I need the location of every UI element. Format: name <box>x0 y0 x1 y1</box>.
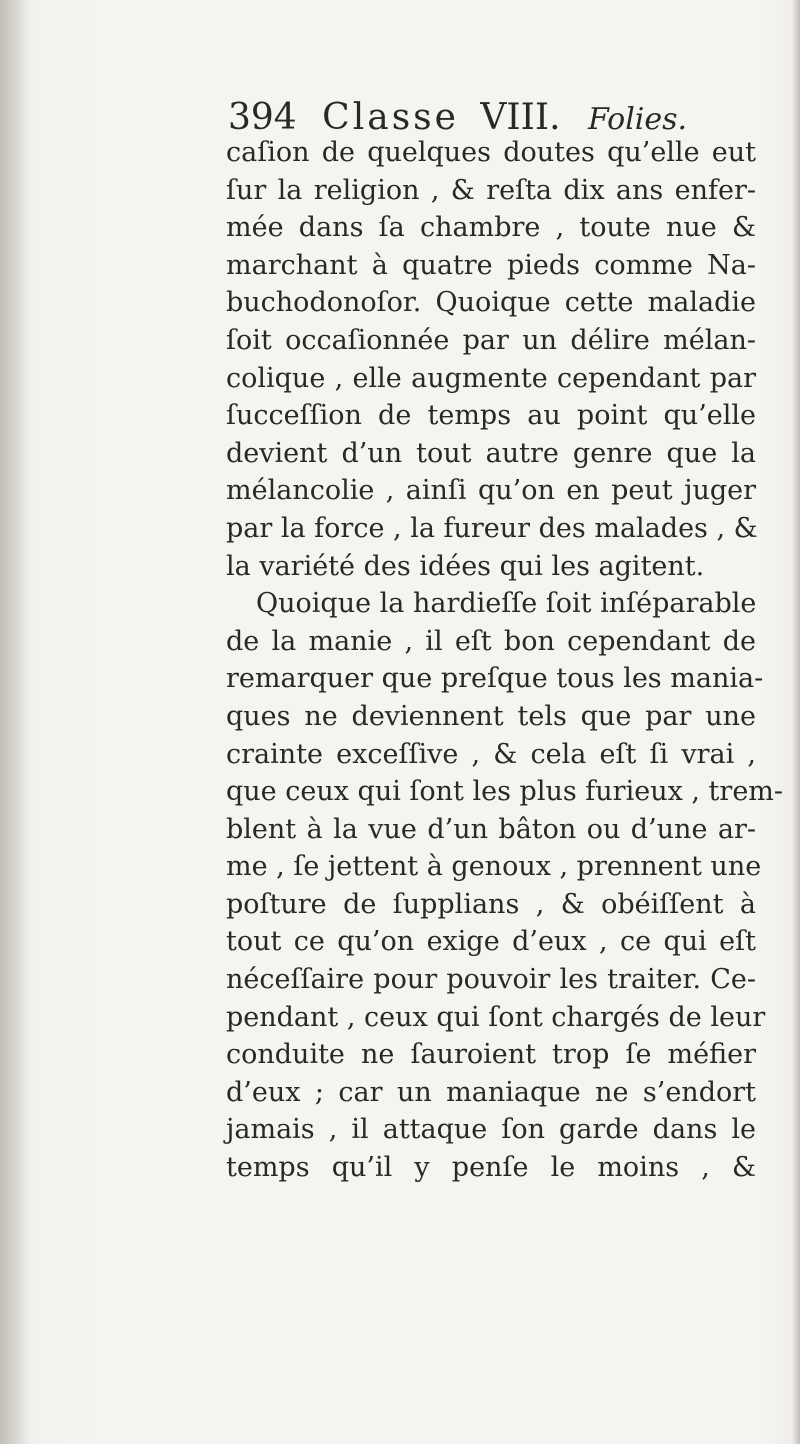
text-line: par la force , la fureur des malades , & <box>226 512 758 544</box>
text-line: tout ce qu’on exige d’eux , ce qui eſt <box>226 926 756 958</box>
text-line: ſoit occaſionnée par un délire mélan- <box>226 324 756 356</box>
text-line: poſture de ſupplians , & obéiſſent à <box>226 888 756 920</box>
text-line: que ceux qui ſont les plus furieux , trem- <box>226 776 784 808</box>
text-line: remarquer que preſque tous les mania- <box>226 663 764 695</box>
text-line: blent à la vue d’un bâton ou d’une ar- <box>226 813 756 845</box>
text-line: ſucceſſion de temps au point qu’elle <box>226 400 756 432</box>
text-line: mélancolie , ainſi qu’on en peut juger <box>226 475 756 507</box>
page-number: 394 <box>228 97 297 138</box>
text-line: jamais , il attaque ſon garde dans le <box>226 1114 756 1146</box>
text-line: ques ne deviennent tels que par une <box>226 700 756 732</box>
text-line-indented: Quoique la hardieſſe ſoit inſéparable <box>256 588 757 620</box>
text-line: me , ſe jettent à genoux , prennent une <box>226 851 762 883</box>
text-line: de la manie , il eſt bon cependant de <box>226 625 756 657</box>
text-line: conduite ne ſauroient trop ſe méfier <box>226 1039 756 1071</box>
text-line: crainte exceſſive , & cela eſt ſi vrai , <box>226 738 756 770</box>
header-classe: Classe <box>322 97 459 138</box>
text-line: la variété des idées qui les agitent. <box>226 550 705 582</box>
text-line: pendant , ceux qui ſont chargés de leur <box>226 1001 766 1033</box>
text-line: devient d’un tout autre genre que la <box>226 437 756 469</box>
text-line: ſur la religion , & reſta dix ans enfer- <box>226 174 756 206</box>
header-roman-numeral: VIII. <box>480 97 561 138</box>
header-title: Folies. <box>587 102 688 137</box>
text-line: temps qu’il y penſe le moins , & <box>226 1152 756 1184</box>
text-line: caſion de quelques doutes qu’elle eut <box>226 137 756 168</box>
text-line: d’eux ; car un maniaque ne s’endort <box>226 1076 756 1108</box>
text-line: néceſſaire pour pouvoir les traiter. Ce- <box>226 964 756 996</box>
text-line: mée dans ſa chambre , toute nue & <box>226 212 756 244</box>
text-line: marchant à quatre pieds comme Na- <box>226 249 756 281</box>
binding-shadow <box>0 0 30 1444</box>
text-line: colique , elle augmente cependant par <box>226 362 756 394</box>
page-edge <box>792 0 800 1444</box>
text-line: buchodonoſor. Quoique cette maladie <box>226 287 756 319</box>
body-text <box>226 134 784 1187</box>
